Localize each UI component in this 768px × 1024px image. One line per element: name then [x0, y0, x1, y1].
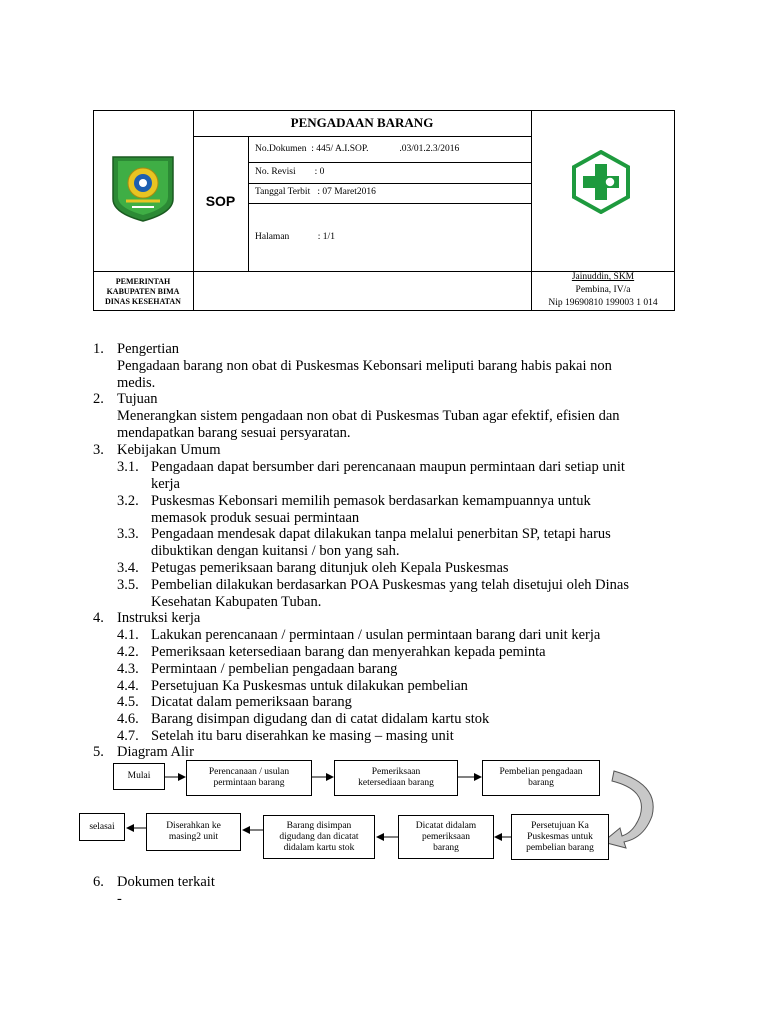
doc-title: PENGADAAN BARANG [290, 115, 434, 130]
section-title: Kebijakan Umum [117, 442, 221, 458]
flow-label: Perencanaan / usulan [208, 767, 290, 777]
flow-end [79, 813, 125, 841]
section-title: Instruksi kerja [117, 610, 201, 626]
section-title: Pengertian [117, 341, 180, 357]
flow-label: digudang dan dicatat [279, 831, 359, 842]
flow-step-disimpan [263, 815, 375, 859]
section-title: Tujuan [117, 391, 158, 407]
list-item: Permintaan / pembelian pengadaan barang [151, 661, 398, 677]
list-number: 4.2. [117, 644, 139, 660]
list-number: 4.4. [117, 678, 139, 694]
flow-step-persetujuan [511, 814, 609, 860]
signer-rank: Pembina, IV/a [575, 285, 631, 295]
flow-label: Diserahkan ke [166, 821, 221, 831]
dash: - [117, 891, 122, 907]
flow-label: barang [528, 778, 554, 788]
flow-label: ketersediaan barang [358, 778, 434, 788]
section-number: 2. [93, 391, 104, 407]
doc-revision: No. Revisi : 0 [255, 167, 325, 177]
list-item: Pengadaan dapat bersumber dari perencanaan maupun permintaan dari setiap unit [151, 459, 625, 475]
flow-start-label: Mulai [127, 771, 151, 781]
list-item: memasok produk sesuai permintaan [151, 510, 360, 526]
section-number: 5. [93, 744, 104, 760]
flow-end-label: selasai [89, 821, 115, 832]
signer-name: Jainuddin, SKM [571, 272, 635, 282]
paragraph: Menerangkan sistem pengadaan non obat di Puskesmas Tuban agar efektif, efisien dan [117, 408, 620, 424]
paragraph: Pengadaan barang non obat di Puskesmas Kebonsari meliputi barang habis pakai non [117, 358, 612, 374]
list-number: 4.5. [117, 694, 139, 710]
paragraph: medis. [117, 375, 156, 391]
sop-label: SOP [205, 193, 236, 209]
list-item: dibuktikan dengan kuitansi / bon yang sah. [151, 543, 400, 559]
list-item: Barang disimpan digudang dan di catat didalam kartu stok [151, 711, 490, 727]
flow-label: Dicatat didalam [415, 820, 477, 831]
doc-issue-date: Tanggal Terbit : 07 Maret2016 [255, 187, 376, 197]
flow-label: pemeriksaan [421, 831, 470, 842]
doc-number: No.Dokumen : 445/ A.I.SOP. .03/01.2.3/2016 [255, 144, 460, 154]
flow-label: Pembelian pengadaan [499, 767, 583, 777]
section-number: 1. [93, 341, 104, 357]
flow-step-perencanaan [186, 760, 312, 796]
flow-label: permintaan barang [213, 778, 285, 788]
flow-step-diserahkan [146, 813, 241, 851]
flow-step-pemeriksaan [334, 760, 458, 796]
section-title: Diagram Alir [117, 744, 194, 760]
flow-step-dicatat [398, 815, 494, 859]
list-item: Puskesmas Kebonsari memilih pemasok berdasarkan kemampuannya untuk [151, 493, 591, 509]
list-number: 4.1. [117, 627, 139, 643]
list-item: Pengadaan mendesak dapat dilakukan tanpa melalui penerbitan SP, tetapi harus [151, 526, 611, 542]
list-number: 3.1. [117, 459, 139, 475]
org-line-3: DINAS KESEHATAN [105, 297, 181, 306]
list-item: Pembelian dilakukan berdasarkan POA Puskesmas yang telah disetujui oleh Dinas [151, 577, 630, 593]
section-title: Dokumen terkait [117, 874, 215, 890]
list-item: Dicatat dalam pemeriksaan barang [151, 694, 352, 710]
flow-label: Puskesmas untuk [527, 831, 593, 842]
flow-label: barang [433, 842, 459, 853]
list-number: 3.2. [117, 493, 139, 509]
paragraph: mendapatkan barang sesuai persyaratan. [117, 425, 351, 441]
doc-page: Halaman : 1/1 [255, 232, 335, 242]
section-number: 6. [93, 874, 104, 890]
list-item: Setelah itu baru diserahkan ke masing – masing unit [151, 728, 454, 744]
section-number: 3. [93, 442, 104, 458]
flow-step-pembelian [482, 760, 600, 796]
list-number: 3.5. [117, 577, 139, 593]
list-item: kerja [151, 476, 180, 492]
flow-label: Pemeriksaan [371, 767, 421, 777]
list-number: 3.4. [117, 560, 139, 576]
org-line-2: KABUPATEN BIMA [106, 287, 180, 296]
section-number: 4. [93, 610, 104, 626]
list-item: Kesehatan Kabupaten Tuban. [151, 594, 322, 610]
list-item: Petugas pemeriksaan barang ditunjuk oleh Kepala Puskesmas [151, 560, 509, 576]
list-number: 4.6. [117, 711, 139, 727]
flow-label: pembelian barang [526, 842, 594, 853]
signer-nip: Nip 19690810 199003 1 014 [548, 298, 658, 308]
list-item: Pemeriksaan ketersediaan barang dan menyerahkan kepada peminta [151, 644, 546, 660]
flow-label: masing2 unit [168, 832, 219, 842]
flow-start [113, 763, 165, 790]
list-item: Lakukan perencanaan / permintaan / usulan permintaan barang dari unit kerja [151, 627, 601, 643]
list-number: 4.7. [117, 728, 139, 744]
list-number: 4.3. [117, 661, 139, 677]
list-item: Persetujuan Ka Puskesmas untuk dilakukan pembelian [151, 678, 468, 694]
org-line-1: PEMERINTAH [115, 277, 171, 286]
flow-label: didalam kartu stok [283, 842, 355, 853]
list-number: 3.3. [117, 526, 139, 542]
flow-label: Barang disimpan [286, 820, 352, 831]
flow-label: Persetujuan Ka [531, 820, 589, 831]
